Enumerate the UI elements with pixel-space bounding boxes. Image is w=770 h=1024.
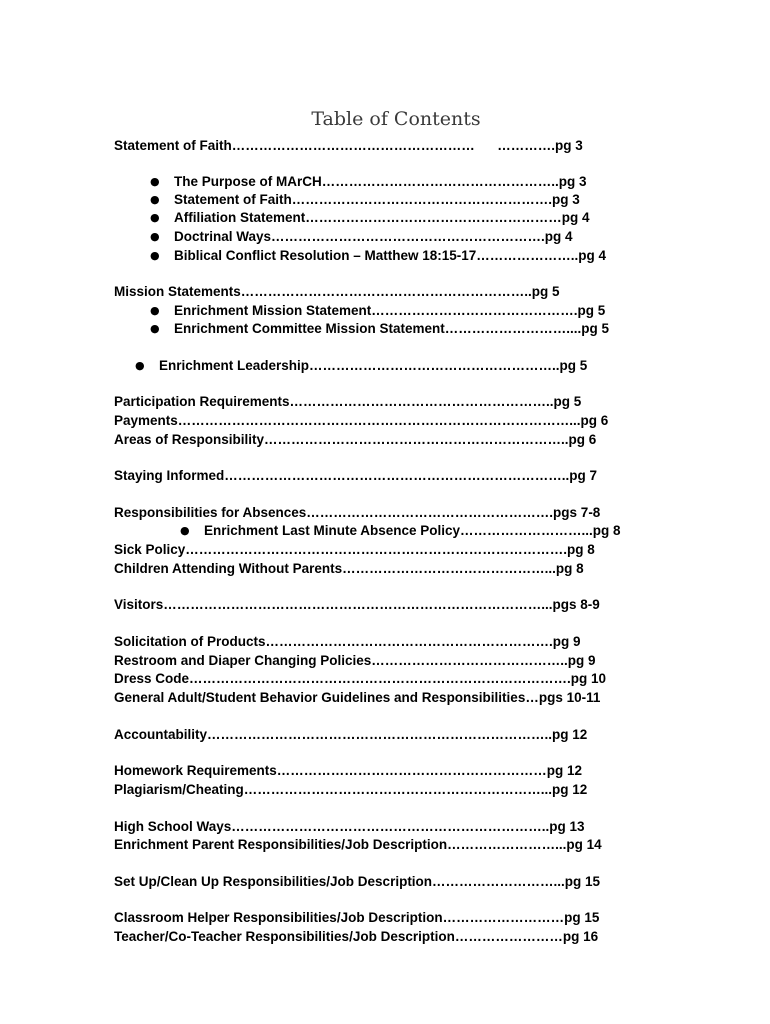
toc-entry[interactable]: Enrichment Mission Statement……………………………………….pg 5: [174, 303, 606, 318]
bullet-icon: ●: [150, 304, 160, 317]
bullet-icon: ●: [150, 249, 160, 262]
toc-entry[interactable]: Visitors…………………………………………………………………………...pgs 8-9: [114, 597, 600, 612]
toc-entry[interactable]: Mission Statements………………………………………………………..pg 5: [114, 284, 560, 299]
bullet-icon: ●: [150, 193, 160, 206]
toc-entry[interactable]: Participation Requirements…………………………………………………..pg 5: [114, 394, 582, 409]
toc-entry[interactable]: Enrichment Parent Responsibilities/Job Description……………………...pg 14: [114, 837, 602, 852]
toc-entry[interactable]: Enrichment Last Minute Absence Policy………………………...pg 8: [204, 523, 621, 538]
toc-entry[interactable]: Affiliation Statement…………………………………………………pg 4: [174, 210, 590, 225]
bullet-icon: ●: [150, 211, 160, 224]
toc-entry[interactable]: Solicitation of Products……………………………………………………….pg 9: [114, 634, 581, 649]
toc-entry[interactable]: Accountability…………………………………………………………………..pg 12: [114, 727, 588, 742]
toc-entry[interactable]: Sick Policy………………………………………………………………………….pg 8: [114, 542, 595, 557]
toc-entry[interactable]: Statement of Faith………………………………………………….pg 3: [174, 192, 580, 207]
toc-entry[interactable]: Areas of Responsibility…………………………………………………………..pg 6: [114, 432, 597, 447]
bullet-icon: ●: [150, 322, 160, 335]
toc-entry[interactable]: Homework Requirements……………………………………………………pg 12: [114, 763, 583, 778]
toc-entry[interactable]: Staying Informed…………………………………………………………………..pg 7: [114, 468, 598, 483]
bullet-icon: ●: [150, 175, 160, 188]
bullet-icon: ●: [180, 524, 190, 537]
toc-entry[interactable]: Enrichment Committee Mission Statement………………………....pg 5: [174, 321, 610, 336]
toc-entry[interactable]: Enrichment Leadership………………………………………………..pg 5: [159, 358, 588, 373]
toc-entry[interactable]: Set Up/Clean Up Responsibilities/Job Description………………………...pg 15: [114, 874, 601, 889]
toc-entry[interactable]: Children Attending Without Parents………………………………………...pg 8: [114, 561, 584, 576]
page-title: Table of Contents: [311, 108, 481, 130]
bullet-icon: ●: [135, 359, 145, 372]
toc-entry[interactable]: High School Ways……………………………………………………………..pg 13: [114, 819, 585, 834]
bullet-icon: ●: [150, 230, 160, 243]
toc-entry[interactable]: Payments……………………………………………………………………………...pg 6: [114, 413, 609, 428]
toc-entry[interactable]: Classroom Helper Responsibilities/Job Description………………………pg 15: [114, 910, 600, 925]
toc-entry[interactable]: Plagiarism/Cheating…………………………………………………………...pg 12: [114, 782, 588, 797]
toc-entry[interactable]: Doctrinal Ways…………………………………………………….pg 4: [174, 229, 573, 244]
toc-entry[interactable]: The Purpose of MArCH……………………………………………..pg 3: [174, 174, 587, 189]
toc-entry[interactable]: General Adult/Student Behavior Guidelines and Responsibilities…pgs 10-11: [114, 690, 601, 705]
toc-entry[interactable]: Responsibilities for Absences……………………………………………….pgs 7-8: [114, 505, 601, 520]
toc-entry[interactable]: Biblical Conflict Resolution – Matthew 18:15-17…………………..pg 4: [174, 248, 607, 263]
toc-entry[interactable]: Restroom and Diaper Changing Policies……………………………………..pg 9: [114, 653, 596, 668]
toc-entry[interactable]: Teacher/Co-Teacher Responsibilities/Job Description……………………pg 16: [114, 929, 599, 944]
toc-entry[interactable]: Statement of Faith……………………………………………… ………….pg 3: [114, 138, 583, 153]
toc-entry[interactable]: Dress Code………………………………………………………………………….pg 10: [114, 671, 607, 686]
